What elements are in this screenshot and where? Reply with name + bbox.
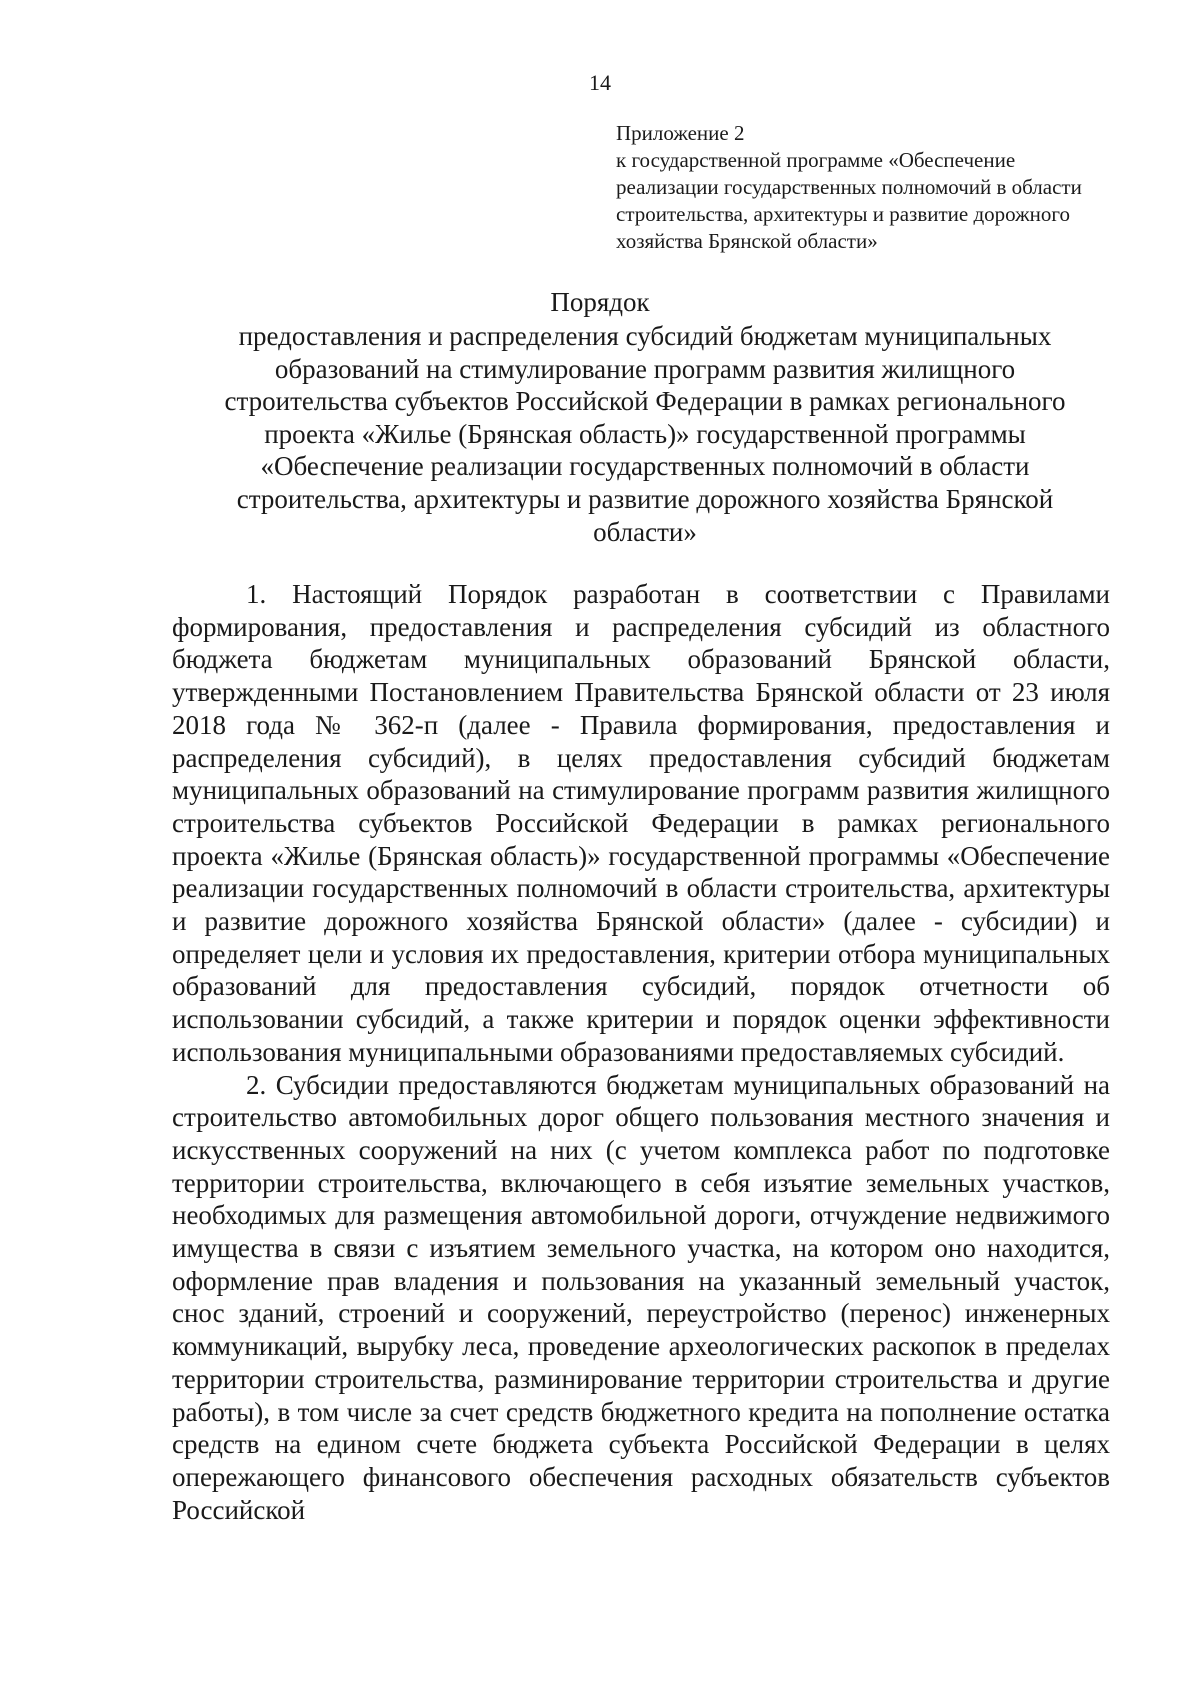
appendix-header <box>616 120 1116 255</box>
appendix-title: Приложение 2 <box>616 121 745 145</box>
document-subtitle: предоставления и распределения субсидий бюджетам муниципальных образований на стимулирование программ развития жилищного строительства субъектов Российской Федерации в рамках регионального проекта «Жилье (Брянская область)» государственной программы «Обеспечение реализации государственных полномочий в области строительства, архитектуры и развитие дорожного хозяйства Брянской области» <box>224 321 1066 547</box>
appendix-reference: к государственной программе «Обеспечение реализации государственных полномочий в области строительства, архитектуры и развитие дорожного хозяйства Брянской области» <box>616 148 1082 253</box>
paragraph-1: 1. Настоящий Порядок разработан в соответствии с Правилами формирования, предоставления и распределения субсидий из областного бюджета бюджетам муниципальных образований Брянской области, утвержденными Постановлением Правительства Брянской области от 23 июля 2018 года № 362-п (далее - Правила формирования, предоставления и распределения субсидий), в целях предоставления субсидий бюджетам муниципальных образований на стимулирование программ развития жилищного строительства субъектов Российской Федерации в рамках регионального проекта «Жилье (Брянская область)» государственной программы «Обеспечение реализации государственных полномочий в области строительства, архитектуры и развитие дорожного хозяйства Брянской области» (далее - субсидии) и определяет цели и условия их предоставления, критерии отбора муниципальных образований для предоставления субсидий, порядок отчетности об использовании субсидий, а также критерии и порядок оценки эффективности использования муниципальными образованиями предоставляемых субсидий. <box>172 579 1110 1067</box>
page-number: 14 <box>589 70 611 95</box>
paragraph-2: 2. Субсидии предоставляются бюджетам муниципальных образований на строительство автомобильных дорог общего пользования местного значения и искусственных сооружений на них (с учетом комплекса работ по подготовке территории строительства, включающего в себя изъятие земельных участков, необходимых для размещения автомобильной дороги, отчуждение недвижимого имущества в связи с изъятием земельного участка, на котором оно находится, оформление прав владения и пользования на указанный земельный участок, снос зданий, строений и сооружений, переустройство (перенос) инженерных коммуникаций, вырубку леса, проведение археологических раскопок в пределах территории строительства, разминирование территории строительства и другие работы), в том числе за счет средств бюджетного кредита на пополнение остатка средств на едином счете бюджета субъекта Российской Федерации в целях опережающего финансового обеспечения расходных обязательств субъектов Российской <box>172 1069 1110 1525</box>
document-body <box>172 578 1110 1526</box>
document-title: Порядок <box>550 287 650 317</box>
